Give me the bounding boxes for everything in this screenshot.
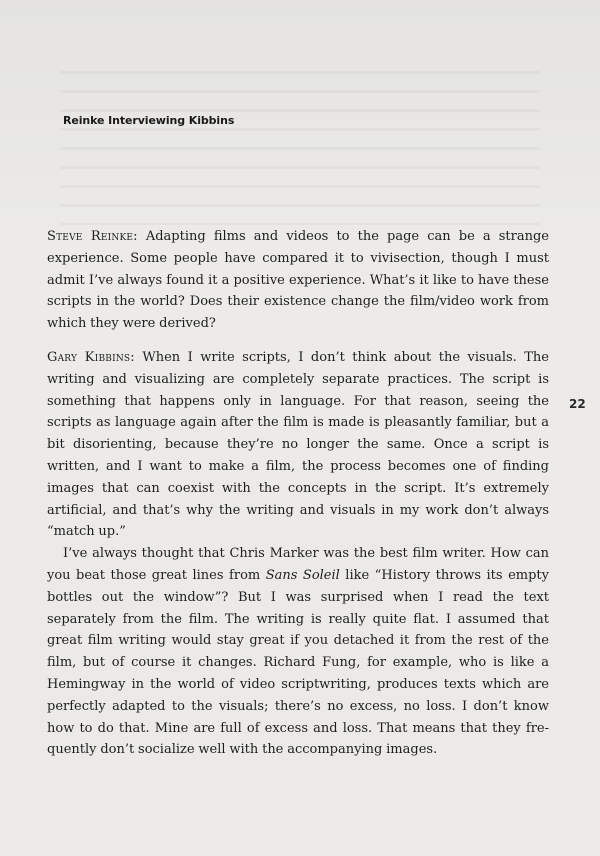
paragraph-kibbins-continued xyxy=(47,543,549,761)
paragraph-text: Adapting films and videos to the page can be a strange experience. Some people have compared it to vivisection, though I must admit I’ve always found it a positive experience. What’s it like to have these scripts in the world? Does their existence change the film/video work from which they were derived? xyxy=(47,229,549,332)
paragraph-text: When I write scripts, I don’t think about the visuals. The writing and visualizing are completely separate practices. The script is something that happens only in language. For that reason, seeing the scripts as language again after the film is made is pleasantly familiar, but a bit disorienting, because they’re no longer the same. Once a script is written, and I want to make a film, the process becomes one of finding images that can coexist with the concepts in the script. It’s extremely artificial, and that’s why the writing and visuals in my work don’t always “match up.” xyxy=(47,349,550,540)
paragraph-text: like “History throws its empty bottles out the window”? But I was surprised when I read the text separately from the film. The writing is really quite flat. I assumed that great film writing would stay great if you detached it from the rest of the film, but of course it changes. Richard Fung, for example, who is like a Hemingway in the world of video scriptwriting, produces texts which are perfectly adapted to the visuals; there’s no excess, no loss. I don’t know how to do that. Mine are full of excess and loss. That means that they fre-quently don’t socialize well with the accompanying images. xyxy=(47,567,549,758)
paragraph-text: I’ve always thought that Chris Marker was the best film writer. How can you beat those great lines from xyxy=(47,546,549,583)
paragraph-kibbins xyxy=(47,347,549,543)
body-text xyxy=(47,226,549,761)
show-through-texture xyxy=(60,55,540,225)
speaker-label: Steve Reinke: xyxy=(47,229,138,244)
running-head: Reinke Interviewing Kibbins xyxy=(63,114,235,127)
film-title: Sans Soleil xyxy=(265,567,340,583)
speaker-label: Gary Kibbins: xyxy=(47,349,135,365)
paragraph-reinke xyxy=(47,226,549,335)
page-number: 22 xyxy=(569,397,586,411)
